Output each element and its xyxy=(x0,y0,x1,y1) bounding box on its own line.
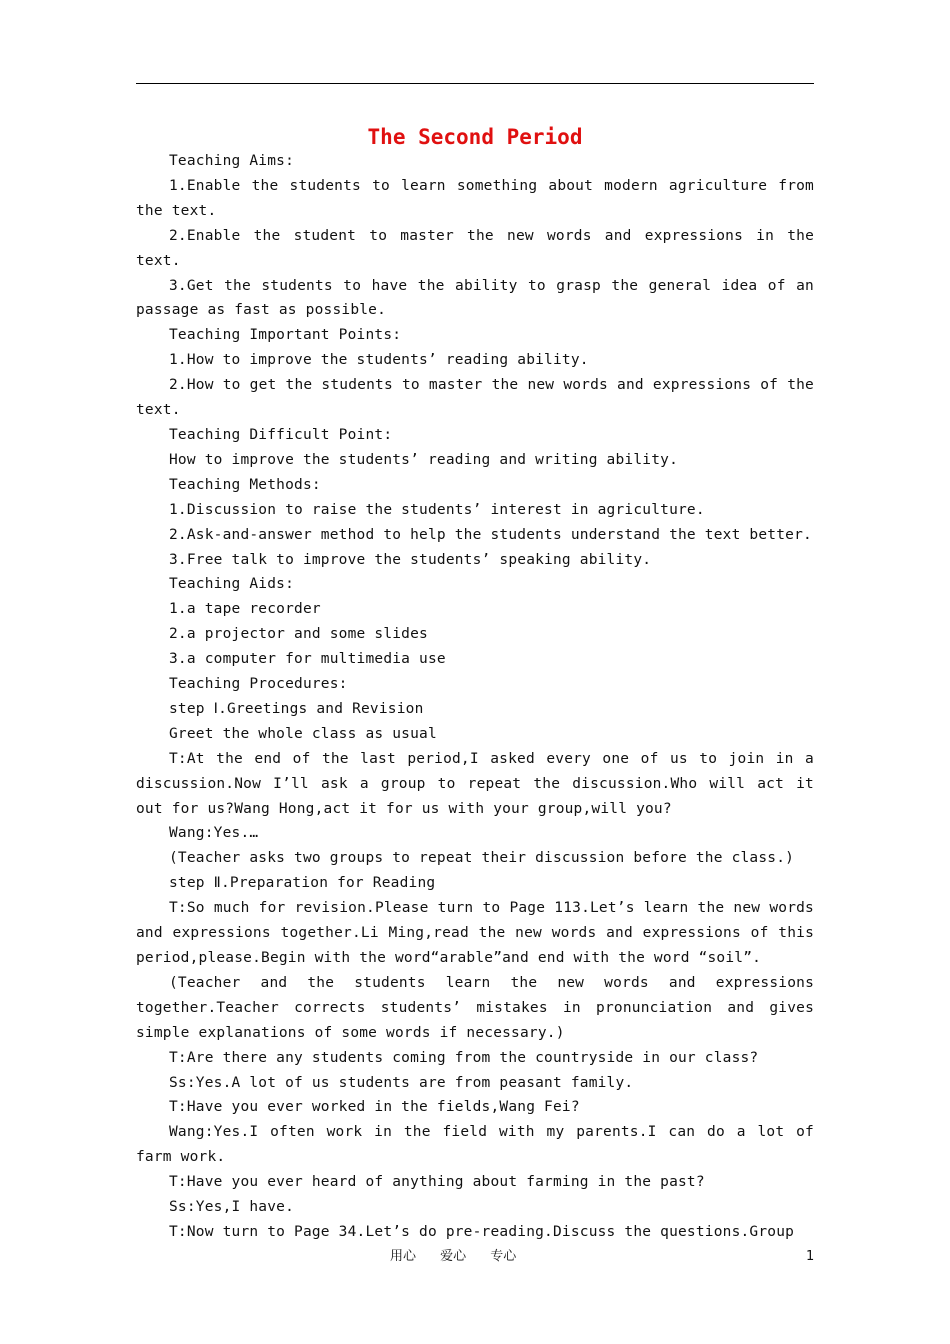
paragraph: 1.Enable the students to learn something about modern agriculture from the text. xyxy=(136,177,823,219)
paragraph: Wang:Yes.I often work in the field with my parents.I can do a lot of farm work. xyxy=(136,1124,823,1166)
paragraph: Ss:Yes,I have. xyxy=(169,1199,295,1216)
paragraph: 2.Enable the student to master the new words and expressions in the text. xyxy=(136,227,823,269)
paragraph: Teaching Difficult Point: xyxy=(169,426,393,443)
document-title: The Second Period xyxy=(367,125,583,149)
paragraph: 3.Free talk to improve the students’ speaking ability. xyxy=(169,551,652,568)
paragraph: T:Are there any students coming from the countryside in our class? xyxy=(169,1049,759,1066)
paragraph: Wang:Yes.… xyxy=(169,825,259,842)
paragraph: step Ⅱ.Preparation for Reading xyxy=(169,875,436,892)
paragraph: How to improve the students’ reading and writing ability. xyxy=(169,451,678,468)
paragraph: Teaching Methods: xyxy=(169,476,321,493)
paragraph: Ss:Yes.A lot of us students are from peasant family. xyxy=(169,1074,634,1091)
footer-motto: 用心 爱心 专心 xyxy=(390,1249,517,1264)
paragraph: Teaching Important Points: xyxy=(169,327,402,344)
page-number: 1 xyxy=(806,1249,815,1264)
paragraph: 2.How to get the students to master the new words and expressions of the text. xyxy=(136,377,823,419)
paragraph: Teaching Aids: xyxy=(169,576,295,593)
paragraph: 3.a computer for multimedia use xyxy=(169,651,446,668)
paragraph: 1.How to improve the students’ reading ability. xyxy=(169,352,589,369)
paragraph: 2.Ask-and-answer method to help the students understand the text better. xyxy=(169,526,812,543)
paragraph: step Ⅰ.Greetings and Revision xyxy=(169,700,424,717)
paragraph: T:Have you ever worked in the fields,Wang Fei? xyxy=(169,1099,580,1116)
paragraph: T:So much for revision.Please turn to Page 113.Let’s learn the new words and expressions together.Li Ming,read the new words and expressions of this period,please.Begin with the word“arable”and end with the word “soil”. xyxy=(136,900,823,966)
paragraph: T:At the end of the last period,I asked every one of us to join in a discussion.Now I’ll ask a group to repeat the discussion.Who will act it out for us?Wang Hong,act it for us with your group,will you? xyxy=(136,750,823,817)
header-rule xyxy=(136,83,814,84)
paragraph: 3.Get the students to have the ability to grasp the general idea of an passage as fast as possible. xyxy=(136,277,823,319)
paragraph: Teaching Aims: xyxy=(169,153,295,169)
paragraph: 1.Discussion to raise the students’ interest in agriculture. xyxy=(169,501,705,518)
paragraph: Greet the whole class as usual xyxy=(169,725,437,742)
paragraph: 2.a projector and some slides xyxy=(169,626,428,643)
paragraph: T:Have you ever heard of anything about farming in the past? xyxy=(169,1174,705,1191)
paragraph: T:Now turn to Page 34.Let’s do pre-reading.Discuss the questions.Group xyxy=(169,1223,795,1240)
paragraph: Teaching Procedures: xyxy=(169,676,348,693)
paragraph: 1.a tape recorder xyxy=(169,601,321,618)
paragraph: (Teacher asks two groups to repeat their discussion before the class.) xyxy=(169,850,795,867)
document-body xyxy=(136,149,823,1245)
paragraph: (Teacher and the students learn the new words and expressions together.Teacher corrects students’ mistakes in pronunciation and gives simple explanations of some words if necessary.) xyxy=(136,974,823,1041)
